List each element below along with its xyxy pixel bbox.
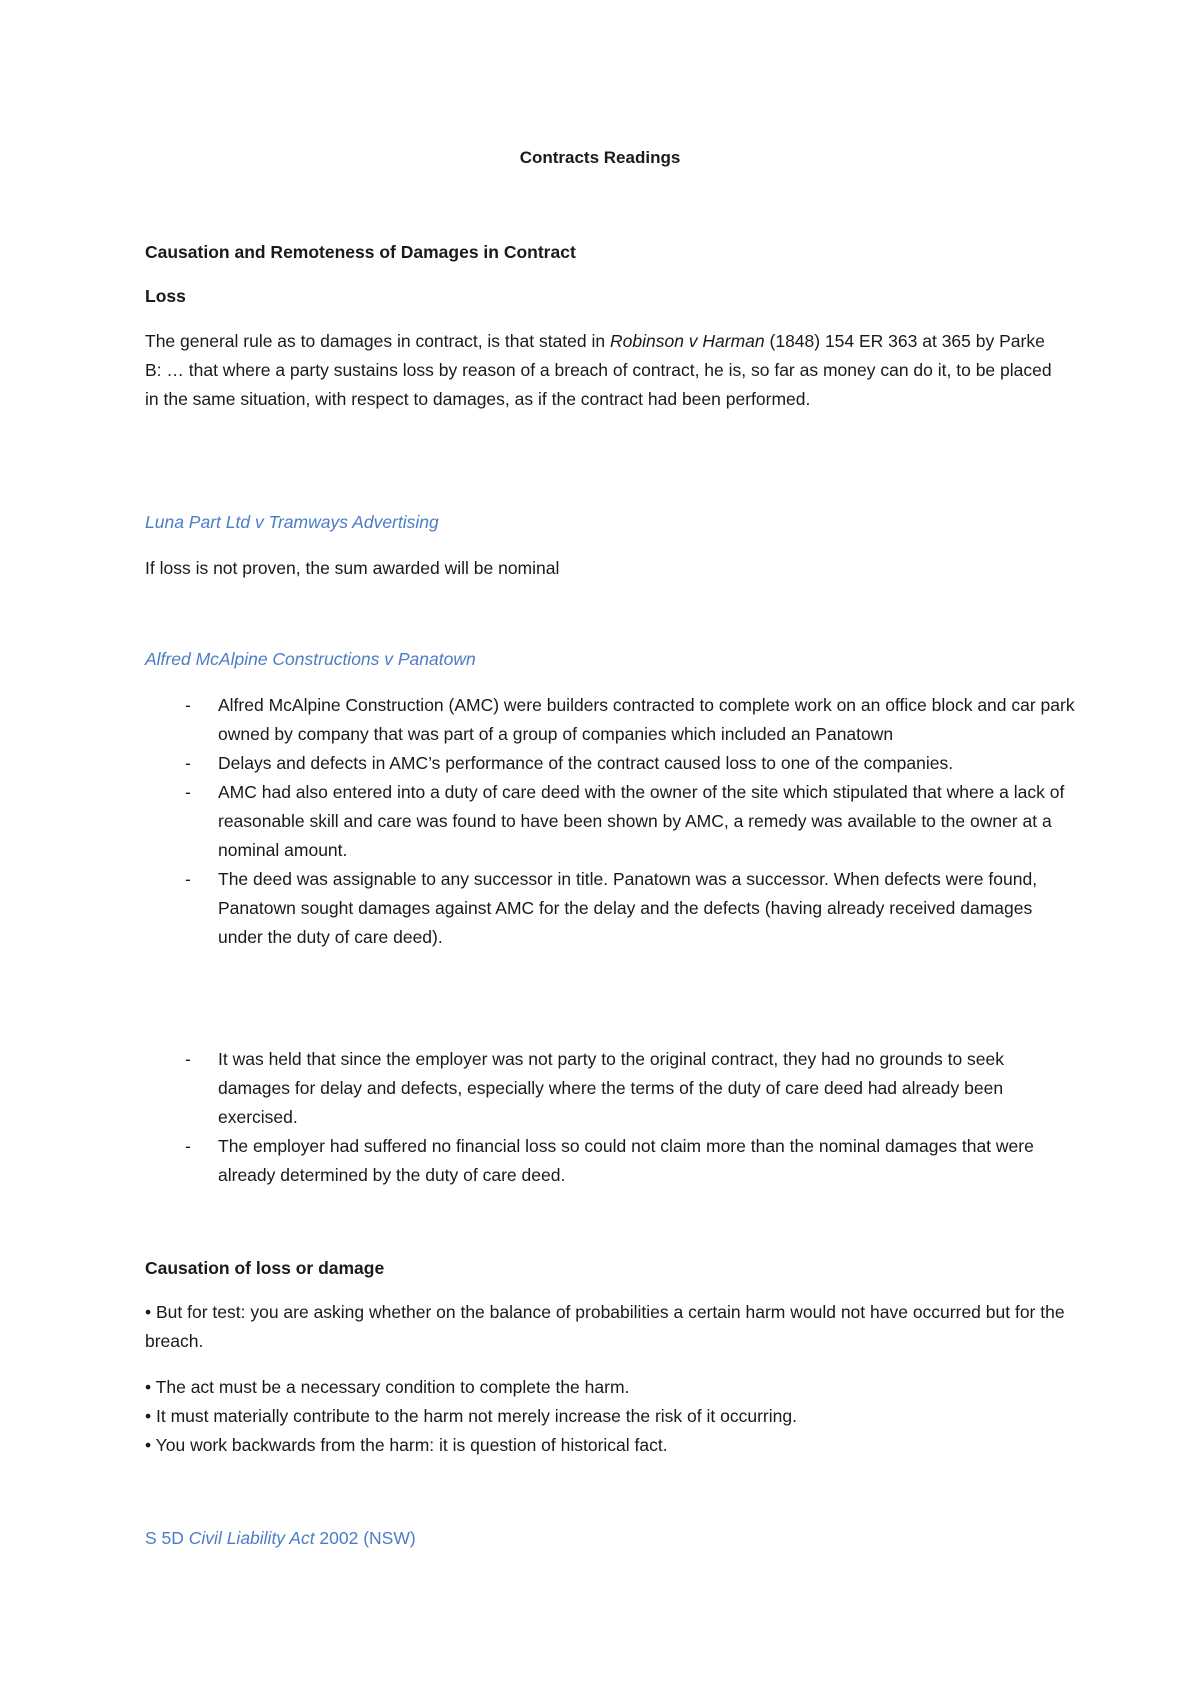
list-item-text: It was held that since the employer was not party to the original contract, they had no grounds to seek damages for delay and defects, especially where the terms of the duty of care deed had already been exercised. [218, 1049, 1005, 1127]
but-for-test-item: • But for test: you are asking whether on the balance of probabilities a certain harm would not have occurred but for the breach. [145, 1302, 1065, 1351]
statute-act-name: Civil Liability Act [188, 1528, 315, 1548]
statute-reference[interactable] [145, 1524, 416, 1553]
list-item-text: The employer had suffered no financial loss so could not claim more than the nominal damages that were already determined by the duty of care deed. [218, 1136, 1034, 1185]
list-item-text: Delays and defects in AMC’s performance of the contract caused loss to one of the companies. [218, 753, 954, 773]
list-item [145, 749, 1075, 778]
dash-marker: - [185, 753, 191, 773]
case-heading-luna[interactable]: Luna Part Ltd v Tramways Advertising [145, 512, 439, 532]
dash-marker: - [185, 1049, 191, 1069]
loss-paragraph-lead: The general rule as to damages in contract, is that stated in [145, 331, 610, 351]
document-title: Contracts Readings [519, 148, 681, 167]
dash-marker: - [185, 1136, 191, 1156]
loss-heading: Loss [145, 286, 186, 306]
list-item [145, 865, 1075, 952]
list-item [145, 1045, 1075, 1132]
causation-points [145, 1373, 1065, 1460]
statute-section: S 5D [145, 1528, 189, 1548]
loss-paragraph-rest: (1848) 154 ER 363 at 365 by Parke B: … that where a party sustains loss by reason of a breach of contract, he is, so far as money can do it, to be placed in the same situation, with respect to damages, as if the contract had been performed. [145, 331, 1052, 409]
causation-heading: Causation of loss or damage [145, 1258, 385, 1278]
case-heading-mcalpine[interactable]: Alfred McAlpine Constructions v Panatown [145, 649, 476, 669]
list-item: • You work backwards from the harm: it is question of historical fact. [145, 1435, 668, 1455]
dash-marker: - [185, 782, 191, 802]
list-item-text: The deed was assignable to any successor in title. Panatown was a successor. When defects were found, Panatown sought damages against AMC for the delay and the defects (having already received damages under the duty of care deed). [218, 869, 1038, 947]
list-item [145, 778, 1075, 865]
mcalpine-facts-list [145, 691, 1075, 952]
list-item-text: Alfred McAlpine Construction (AMC) were builders contracted to complete work on an office block and car park owned by company that was part of a group of companies which included an Panatown [218, 695, 1075, 744]
list-item: • The act must be a necessary condition to complete the harm. [145, 1377, 630, 1397]
dash-marker: - [185, 695, 191, 715]
section-heading: Causation and Remoteness of Damages in Contract [145, 242, 576, 262]
list-item: • It must materially contribute to the harm not merely increase the risk of it occurring. [145, 1406, 797, 1426]
case-citation: Robinson v Harman [609, 331, 765, 351]
list-item [145, 1132, 1075, 1190]
list-item-text: AMC had also entered into a duty of care deed with the owner of the site which stipulated that where a lack of reasonable skill and care was found to have been shown by AMC, a remedy was available to the owner at a nominal amount. [218, 782, 1065, 860]
loss-paragraph [145, 327, 1065, 414]
list-item [145, 691, 1075, 749]
mcalpine-holding-list [145, 1045, 1075, 1190]
case-luna-summary: If loss is not proven, the sum awarded will be nominal [145, 558, 560, 578]
dash-marker: - [185, 869, 191, 889]
statute-year: 2002 (NSW) [314, 1528, 416, 1548]
